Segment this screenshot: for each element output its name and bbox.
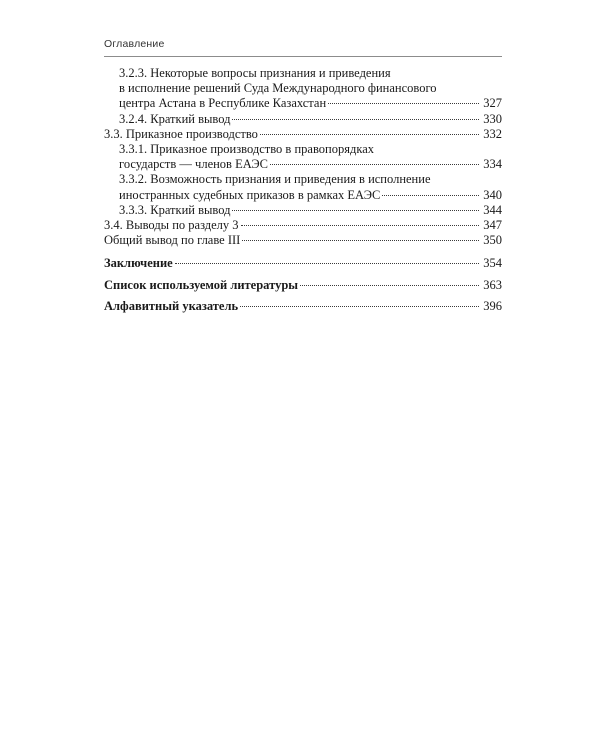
toc-page-number: 327 <box>483 96 502 111</box>
toc-entry-text: Список используемой литературы <box>104 277 299 292</box>
toc-entry-3-3-3[interactable] <box>104 203 502 218</box>
toc-page-number: 396 <box>483 298 502 313</box>
toc-entry-index[interactable] <box>104 299 502 314</box>
toc-entry-text: в исполнение решений Суда Международного финансового <box>119 81 437 96</box>
toc-entry-bibliography[interactable] <box>104 278 502 293</box>
toc-page-number: 363 <box>483 277 502 292</box>
toc-entry-text: 3.3.2. Возможность признания и приведения в исполнение <box>119 172 431 187</box>
toc-page-number: 347 <box>483 218 502 233</box>
toc-entry-3-3-1[interactable] <box>104 142 502 172</box>
toc-entry-text: 3.2.4. Краткий вывод <box>119 111 231 126</box>
dot-leader <box>232 210 479 211</box>
toc-page-number: 354 <box>483 256 502 271</box>
toc-entry-text: иностранных судебных приказов в рамках ЕАЭС <box>119 187 381 202</box>
toc-entry-3-2-3[interactable] <box>104 66 502 112</box>
toc-entry-text: 3.3.3. Краткий вывод <box>119 202 231 217</box>
dot-leader <box>260 134 479 135</box>
toc-entry-3-4[interactable] <box>104 218 502 233</box>
toc-page-number: 344 <box>483 202 502 217</box>
toc-entry-chapter-conclusion[interactable] <box>104 233 502 248</box>
toc-page-number: 330 <box>483 111 502 126</box>
dot-leader <box>241 225 479 226</box>
toc-entry-conclusion[interactable] <box>104 256 502 271</box>
toc-entry-text: центра Астана в Республике Казахстан <box>119 96 327 111</box>
toc-entry-3-3[interactable] <box>104 127 502 142</box>
header-divider <box>104 56 502 57</box>
dot-leader <box>300 285 479 286</box>
toc-entry-text: 3.2.3. Некоторые вопросы признания и приведения <box>119 66 391 80</box>
toc-entry-text: государств — членов ЕАЭС <box>119 157 269 172</box>
table-of-contents <box>104 66 502 314</box>
dot-leader <box>242 240 479 241</box>
toc-entry-3-3-2[interactable] <box>104 172 502 202</box>
toc-page-number: 332 <box>483 126 502 141</box>
dot-leader <box>175 263 479 264</box>
toc-entry-3-2-4[interactable] <box>104 112 502 127</box>
dot-leader <box>382 195 479 196</box>
dot-leader <box>270 164 479 165</box>
dot-leader <box>240 306 479 307</box>
toc-page-number: 340 <box>483 187 502 202</box>
toc-page-number: 334 <box>483 157 502 172</box>
dot-leader <box>328 103 479 104</box>
dot-leader <box>232 119 479 120</box>
running-header-title: Оглавление <box>104 38 165 50</box>
toc-entry-text: Заключение <box>104 256 173 271</box>
toc-entry-text: 3.4. Выводы по разделу 3 <box>104 218 239 233</box>
toc-entry-text: Общий вывод по главе III <box>104 233 241 248</box>
toc-entry-text: Алфавитный указатель <box>104 298 239 313</box>
toc-page-number: 350 <box>483 233 502 248</box>
toc-entry-text: 3.3.1. Приказное производство в правопорядках <box>119 142 374 157</box>
toc-entry-text: 3.3. Приказное производство <box>104 126 258 141</box>
